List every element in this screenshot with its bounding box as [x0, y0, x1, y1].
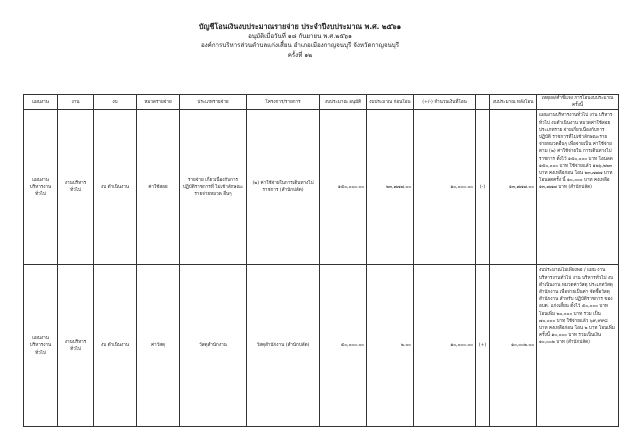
table-header-row [24, 95, 619, 110]
cell-before-transfer: ๒.๐๐ [367, 265, 414, 427]
cell-approved: ๕๐,๐๐๐.๐๐ [320, 265, 367, 427]
document-header [0, 0, 600, 60]
cell-expense-type: รายจ่าย เกี่ยวเนื่องกับการ ปฏิบัติราชการที่ ไม่เข้าลักษณะ รายจ่ายหมวด อื่นๆ [180, 110, 247, 265]
col-header-budget-group: งบ [94, 95, 137, 110]
cell-plan: แผนงาน บริหารงาน ทั่วไป [24, 265, 58, 427]
transfer-sequence: ครั้งที่ ๑๒ [287, 51, 313, 59]
cell-approved: ๑๕๐,๐๐๐.๐๐ [320, 110, 367, 265]
cell-category: ค่าใช้สอย [137, 110, 180, 265]
cell-expense-type: วัสดุสำนักงาน [180, 265, 247, 427]
col-header-plan: แผนงาน [24, 95, 58, 110]
col-header-after-transfer: งบประมาณ หลังโอน [490, 95, 537, 110]
document-title: บัญชีโอนเงินงบประมาณรายจ่าย ประจำปีงบประมาณ พ.ศ. ๒๕๖๑ [198, 22, 402, 31]
cell-sign: (+) [476, 265, 490, 427]
organization-name: องค์การบริหารส่วนตำบลแก่งเสี้ยน อำเภอเมืองกาญจนบุรี จังหวัดกาญจนบุรี [200, 42, 400, 49]
cell-before-transfer: ๒๓,๗๗๗.๐๐ [367, 110, 414, 265]
cell-budget-group: งบ ดำเนินงาน [94, 265, 137, 427]
cell-project: วัสดุสำนักงาน (สำนักปลัด) [247, 265, 320, 427]
table-row [24, 265, 619, 427]
cell-transfer-amount: ๑๐,๐๐๐.๐๐ [414, 110, 476, 265]
cell-after-transfer: ๑๓,๗๗๗.๐๐ [490, 110, 537, 265]
cell-project: (๒) ค่าใช้จ่ายในการเดินทางไป ราชการ (สำนักปลัด) [247, 110, 320, 265]
table-row [24, 110, 619, 265]
cell-work: งานบริหาร ทั่วไป [58, 265, 94, 427]
col-header-before-transfer: งบประมาณ ก่อนโอน [367, 95, 414, 110]
col-header-sign [476, 95, 490, 110]
cell-transfer-amount: ๑๐,๐๐๐.๐๐ [414, 265, 476, 427]
col-header-expense-type: ประเภทรายจ่าย [180, 95, 247, 110]
cell-sign: (-) [476, 110, 490, 265]
cell-work: งานบริหาร ทั่วไป [58, 110, 94, 265]
cell-reason: แผนงานบริหารงานทั่วไป งาน บริหารทั่วไป งบดำเนินงาน หมวดค่าใช้สอย ประเภทราย จ่ายเกี่ยวเนื่องกับการปฏิบัติ ราชการที่ไม่เข้าลักษณะราย จ่ายหมวดอื่นๆ เพื่อจ่ายเป็น ค่าใช้จ่ายตาม (๒) ค่าใช้จ่ายใน การเดินทางไปราชการ ตั้งไว้ ๑๕๐,๐๐๐ บาท โอนลด ๑๕๐,๐๐๐ บาท ใช้จ่ายแล้ว ๑๒๖,๒๒๓ บาท คงเหลือก่อน โอน ๒๓,๗๗๗ บาท โอนลดครั้ง นี้ ๑๐,๐๐๐ บาท คงเหลือ ๑๓,๗๗๗ บาท (สำนักปลัด) [537, 110, 619, 265]
cell-budget-group: งบ ดำเนินงาน [94, 110, 137, 265]
col-header-work: งาน [58, 95, 94, 110]
col-header-category: หมวดรายจ่าย [137, 95, 180, 110]
cell-plan: แผนงาน บริหารงาน ทั่วไป [24, 110, 58, 265]
cell-after-transfer: ๑๐,๐๐๒.๐๐ [490, 265, 537, 427]
col-header-reason: เหตุผล/คำชี้แจง การโอนงบประมาณครั้งนี้ [537, 95, 619, 110]
col-header-transfer-amount: (+/-) จำนวนเงินที่โอน [414, 95, 476, 110]
cell-category: ค่าวัสดุ [137, 265, 180, 427]
budget-transfer-table [23, 94, 619, 427]
approval-date: อนุมัติเมื่อวันที่ ๑๘ กันยายน พ.ศ.๒๕๖๑ [248, 32, 352, 40]
col-header-project: โครงการ/รายการ [247, 95, 320, 110]
cell-reason: งบประมาณไม่เพียงพอ / แผน งานบริหารงานทั่วไป งาน บริหารทั่วไป งบดำเนินงาน หมวดค่าวัสดุ ประเภทวัสดุ สำนักงาน เพื่อจ่ายเป็นค่า จัดซื้อวัสดุสำนักงาน สำหรับ ปฏิบัติราชการ ของ อบต. แก่งเสี้ยน ตั้งไว้ ๕๐,๐๐๐ บาท โอนเพิ่ม ๒๐,๐๐๐ บาท รวม เป็น ๗๐,๐๐๐ บาท ใช้จ่ายแล้ว ๖๙,๙๙๘ บาท คงเหลือก่อน โอน ๒ บาท โอนเพิ่มครั้งนี้ ๑๐,๐๐๐ บาท รวมเป็นเงิน ๑๐,๐๐๒ บาท (สำนักปลัด) [537, 265, 619, 427]
col-header-approved: งบประมาณ อนุมัติ [320, 95, 367, 110]
